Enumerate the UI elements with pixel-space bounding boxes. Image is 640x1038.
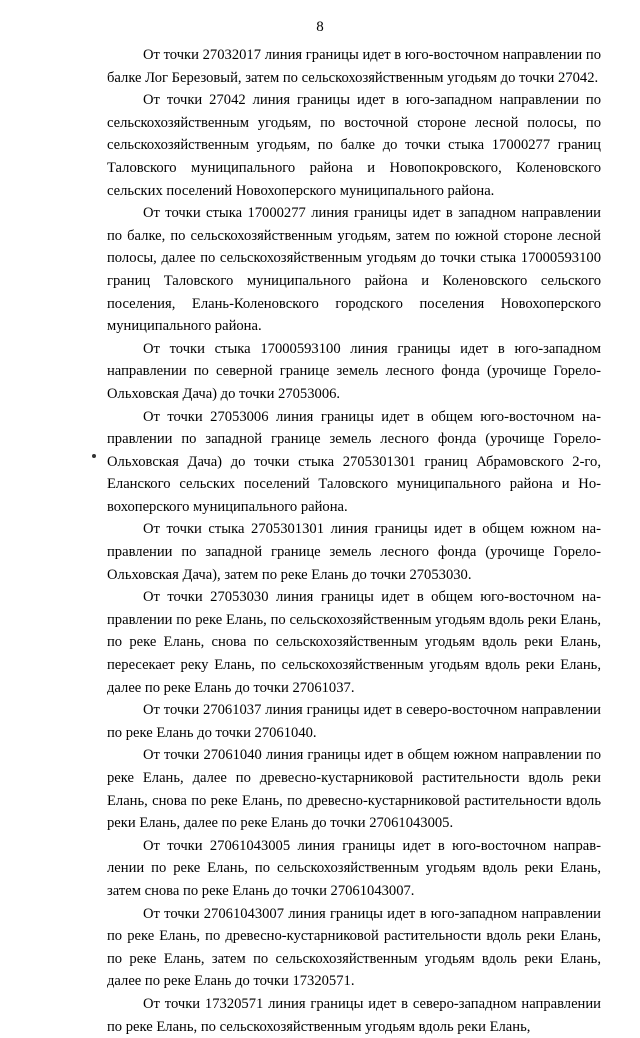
- paragraph: От точки 27061037 линия границы идет в северо-восточном направлении по реке Елань до точки 27061040.: [107, 702, 601, 741]
- paragraph: От точки стыка 2705301301 линия границы идет в общем южном направлении по западной границе земель лесного фонда (урочище Горело-Ольховская Дача), затем по реке Елань до точки 27053030.: [107, 521, 601, 583]
- paragraph: От точки стыка 17000593100 линия границы идет в юго-западном направлении по северной границе земель лесного фонда (урочище Горело-Ольховская Дача) до точки 27053006.: [107, 340, 601, 402]
- paragraph: От точки 17320571 линия границы идет в северо-западном направлении по реке Елань, по сельскохозяйственным угодьям вдоль реки Елань,: [107, 995, 601, 1035]
- paragraph: От точки 27061043005 линия границы идет в юго-восточном направлении по реке Елань, по сельскохозяйственным угодьям вдоль реки Елань, затем снова по реке Елань до точки 27061043007.: [107, 837, 601, 899]
- paragraph: От точки 27053006 линия границы идет в общем юго-восточном направлении по западной границе земель лесного фонда (урочище Горело-Ольховская Дача) до точки стыка 2705301301 границ Абрамовского 2-го, Еланского сельских поселений Таловского муниципального района и Новохоперского муниципального района.: [107, 408, 601, 515]
- margin-mark: [92, 454, 96, 458]
- paragraph: От точки 27032017 линия границы идет в юго-восточном направлении по балке Лог Березовый, затем по сельскохозяйственным угодьям до точки 27042.: [107, 47, 601, 86]
- document-body: [107, 44, 601, 1038]
- paragraph: От точки стыка 17000277 линия границы идет в западном направлении по балке, по сельскохозяйственным угодьям, затем по южной стороне лесной полосы, далее по сельскохозяйственным угодьям до точки стыка 17000593100 границ Таловского муниципального района и Коленовского сельского поселения, Елань-Коленовского городского поселения Новохоперского муниципального района.: [107, 205, 601, 335]
- paragraph: От точки 27061040 линия границы идет в общем южном направлении по реке Елань, далее по древесно-кустарниковой растительности вдоль реки Елань, снова по реке Елань, по древесно-кустарниковой растительности вдоль реки Елань, далее по реке Елань до точки 27061043005.: [107, 747, 601, 832]
- paragraph: От точки 27061043007 линия границы идет в юго-западном направлении по реке Елань, по древесно-кустарниковой растительности вдоль реки Елань, по реке Елань, затем по сельскохозяйственным угодьям вдоль реки Елань, далее по реке Елань до точки 17320571.: [107, 905, 601, 990]
- page-number: 8: [316, 19, 324, 35]
- paragraph: От точки 27042 линия границы идет в юго-западном направлении по сельскохозяйственным угодьям, по восточной стороне лесной полосы, по сельскохозяйственным угодьям, по балке до точки стыка 17000277 границ Таловского муниципального района и Новопокровского, Коленовского сельских поселений Новохоперского муниципального района.: [107, 92, 601, 199]
- paragraph: От точки 27053030 линия границы идет в общем юго-восточном направлении по реке Елань, по сельскохозяйственным угодьям вдоль реки Елань, по реке Елань, снова по сельскохозяйственным угодьям вдоль реки Елань, пересекает реку Елань, по сельскохозяйственным угодьям вдоль реки Елань, далее по реке Елань до точки 27061037.: [107, 589, 601, 696]
